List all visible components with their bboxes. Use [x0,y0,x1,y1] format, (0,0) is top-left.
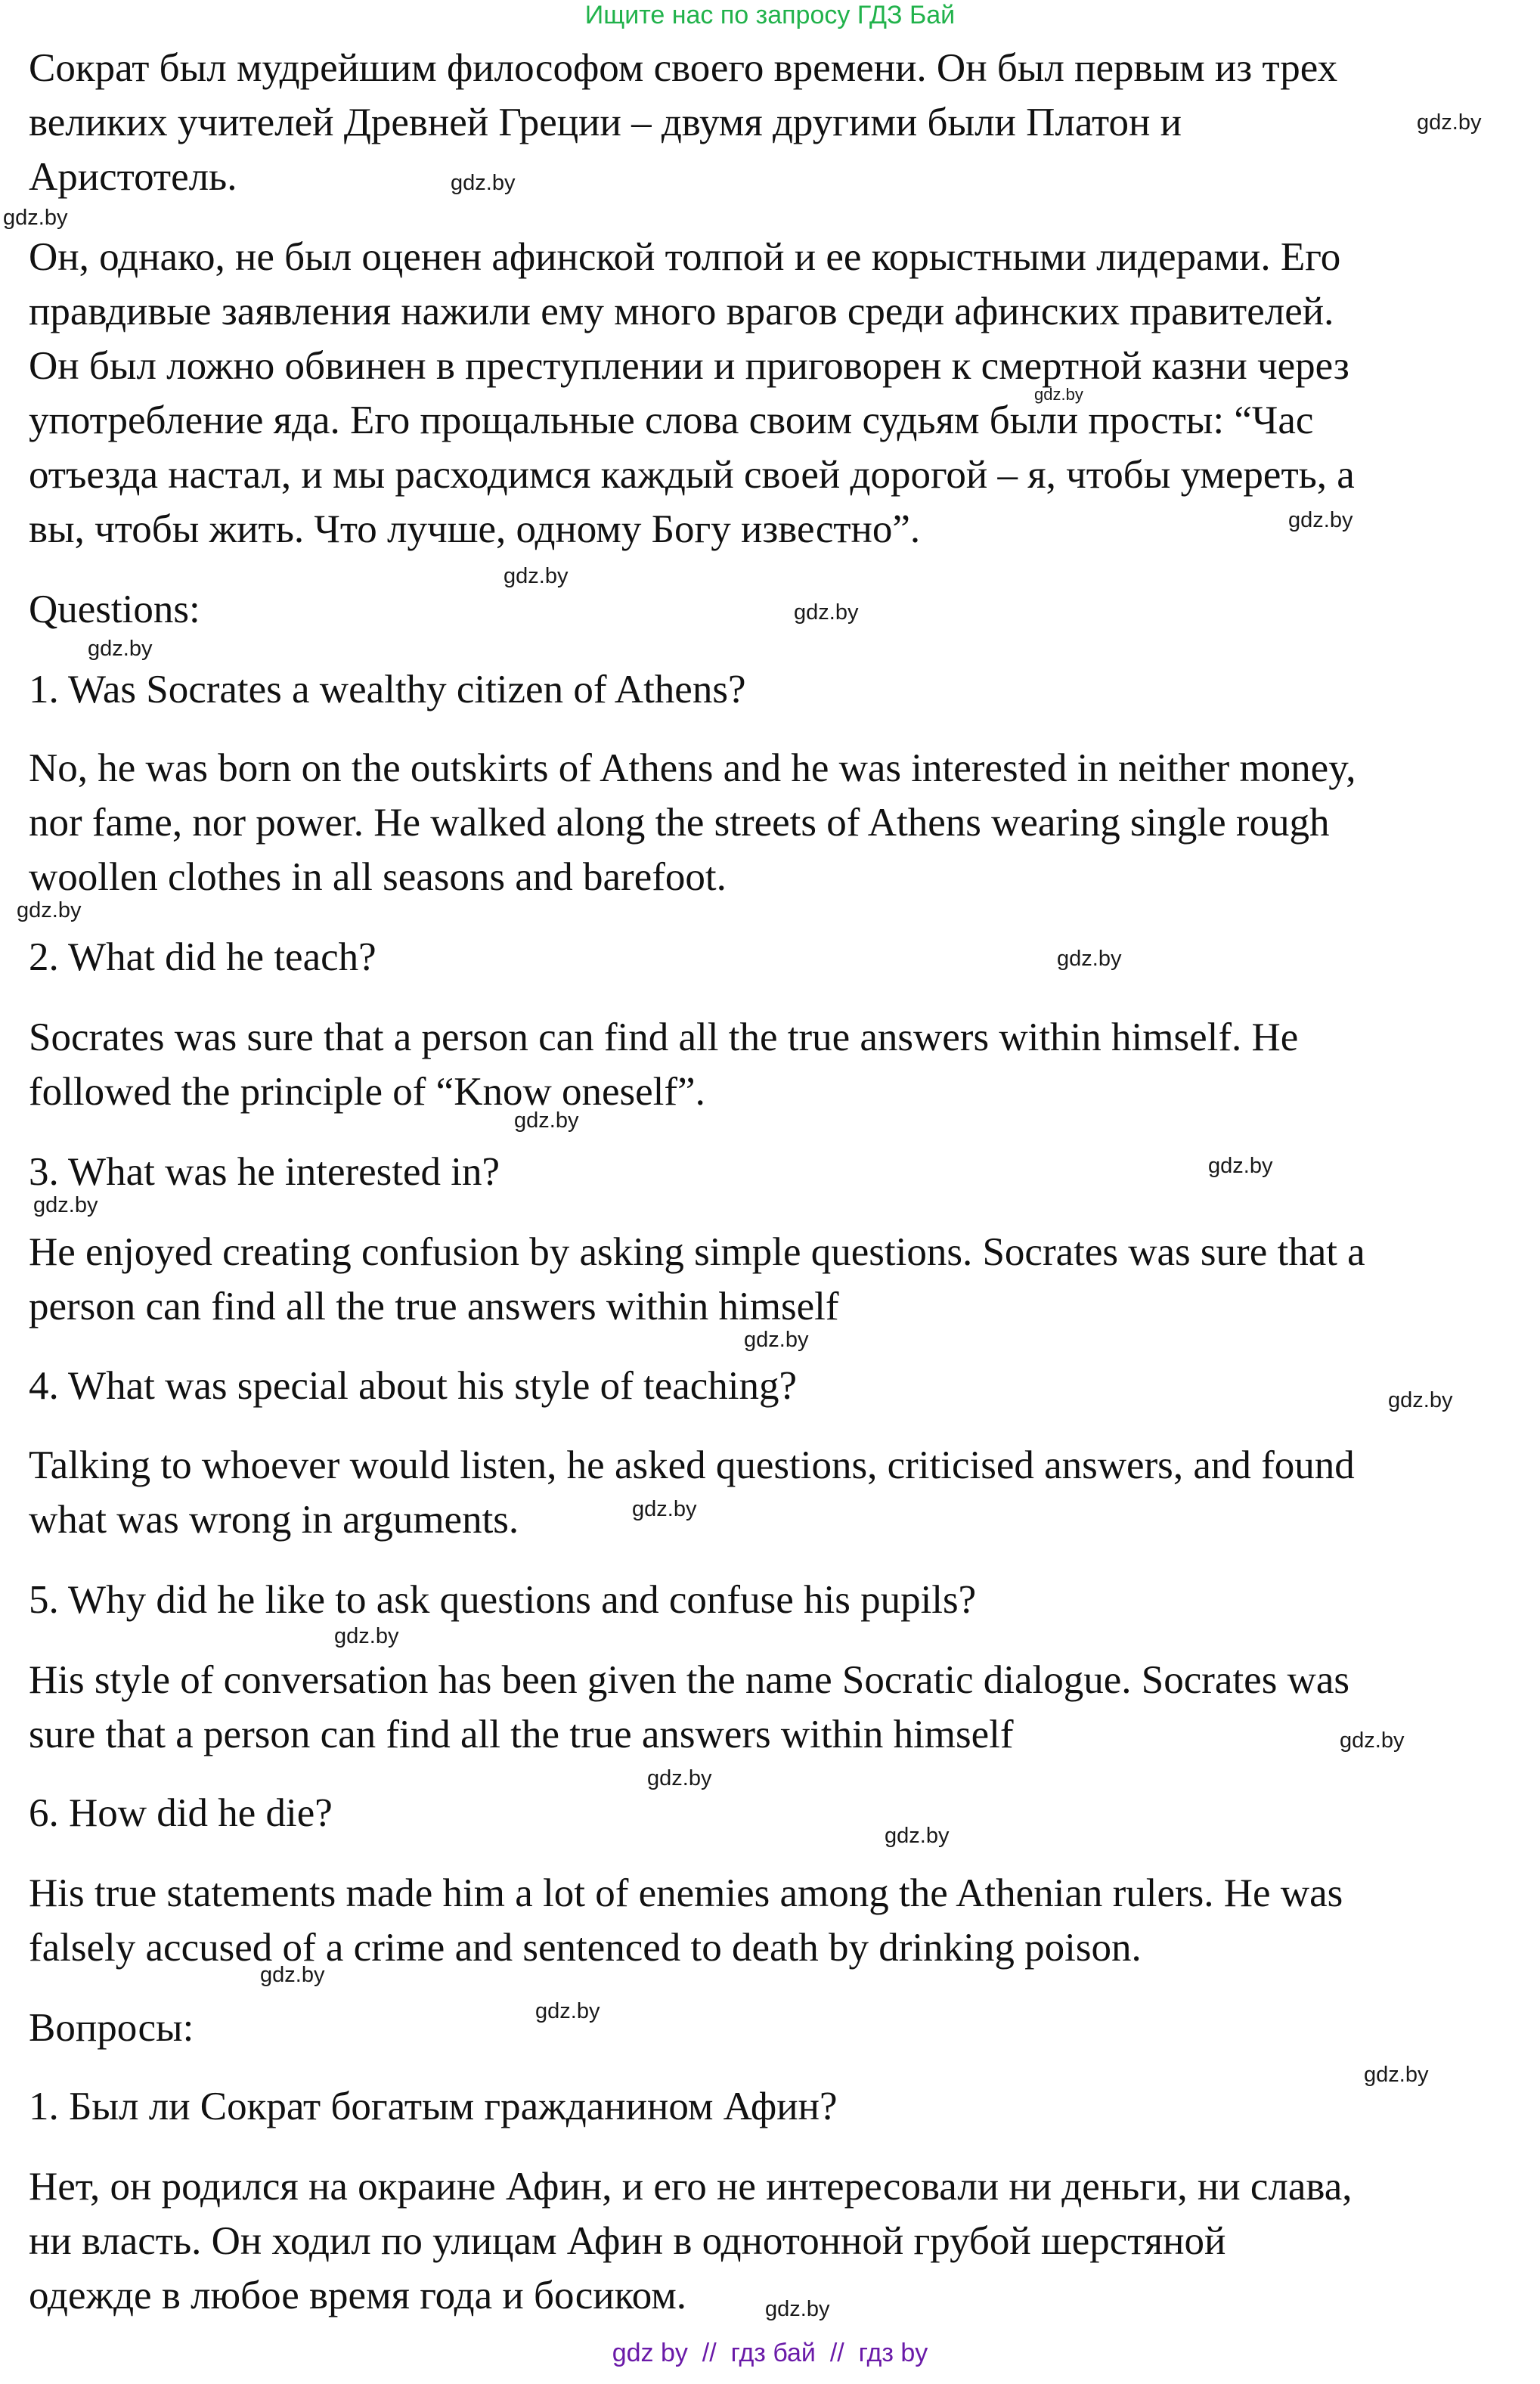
watermark: gdz.by [1208,1154,1273,1178]
watermark: gdz.by [1057,947,1122,971]
text-line: No, he was born on the outskirts of Athens and he was interested in neither money, [29,746,1356,790]
text-line: Socrates was sure that a person can find all the true answers within himself. He [29,1015,1299,1059]
footer-link-gdz-by-ru[interactable]: гдз by [858,2339,928,2367]
question-2 [29,930,1526,984]
answer-6 [29,1866,1526,1975]
watermark: gdz.by [88,637,153,661]
watermark: gdz.by [632,1497,697,1521]
text-line: отъезда настал, и мы расходимся каждый своей дорогой – я, чтобы умереть, а [29,453,1355,497]
text-line: Questions: [29,587,200,631]
answer-1 [29,741,1526,904]
question-5 [29,1573,1526,1627]
text-line: 1. Was Socrates a wealthy citizen of Athens? [29,668,746,711]
watermark: gdz.by [17,898,82,922]
watermark: gdz.by [647,1766,712,1790]
watermark: gdz.by [1388,1388,1453,1412]
watermark: gdz.by [1034,385,1083,404]
text-line: Talking to whoever would listen, he asked questions, criticised answers, and found [29,1443,1355,1487]
text-line: 2. What did he teach? [29,935,376,979]
text-line: Вопросы: [29,2006,194,2050]
text-line: woollen clothes in all seasons and barefoot. [29,855,727,899]
watermark: gdz.by [334,1624,399,1648]
header-search-link[interactable]: Ищите нас по запросу ГДЗ Бай [584,1,956,29]
watermark: gdz.by [504,564,569,588]
text-line: 4. What was special about his style of teaching? [29,1364,798,1408]
watermark: gdz.by [744,1328,809,1352]
text-line: 5. Why did he like to ask questions and confuse his pupils? [29,1578,977,1622]
questions-heading [29,582,1526,637]
text-line: вы, чтобы жить. Что лучше, одному Богу известно”. [29,507,921,551]
text-line: He enjoyed creating confusion by asking simple questions. Socrates was sure that a [29,1230,1365,1274]
answer-5 [29,1653,1526,1762]
question-6 [29,1786,1526,1840]
answer-4 [29,1438,1526,1547]
question-1 [29,662,1526,717]
voprosy-heading [29,2001,1526,2055]
watermark: gdz.by [765,2297,830,2321]
text-line: 3. What was he interested in? [29,1150,500,1194]
text-line: ни власть. Он ходил по улицам Афин в однотонной грубой шерстяной [29,2219,1226,2263]
watermark: gdz.by [3,206,68,230]
footer-links [0,2338,1540,2368]
text-line: великих учителей Древней Греции – двумя другими были Платон и [29,101,1182,144]
answer-2 [29,1010,1526,1119]
question-4 [29,1359,1526,1413]
text-line: правдивые заявления нажили ему много врагов среди афинских правителей. [29,290,1334,333]
text-line: 1. Был ли Сократ богатым гражданином Афин? [29,2085,838,2128]
text-line: followed the principle of “Know oneself”. [29,1070,705,1114]
answer-3 [29,1225,1526,1334]
text-line: Он, однако, не был оценен афинской толпой и ее корыстными лидерами. Его [29,235,1341,279]
watermark: gdz.by [514,1108,579,1133]
watermark: gdz.by [885,1824,950,1848]
watermark: gdz.by [451,171,516,195]
paragraph-intro [29,41,1526,204]
text-line: His true statements made him a lot of enemies among the Athenian rulers. He was [29,1871,1343,1915]
text-line: Сократ был мудрейшим философом своего времени. Он был первым из трех [29,46,1338,90]
watermark: gdz.by [33,1193,98,1217]
text-line: sure that a person can find all the true answers within himself [29,1713,1014,1756]
watermark: gdz.by [1364,2063,1429,2087]
text-line: одежде в любое время года и босиком. [29,2274,686,2317]
text-line: falsely accused of a crime and sentenced to death by drinking poison. [29,1926,1142,1970]
footer-separator: // [687,2339,731,2367]
footer-link-gdz-bai[interactable]: гдз бай [730,2339,816,2367]
text-line: person can find all the true answers within himself [29,1285,839,1328]
text-line: 6. How did he die? [29,1791,333,1835]
text-line: what was wrong in arguments. [29,1498,519,1542]
text-line: nor fame, nor power. He walked along the streets of Athens wearing single rough [29,801,1330,845]
watermark: gdz.by [260,1963,325,1987]
watermark: gdz.by [1288,508,1353,532]
text-line: Он был ложно обвинен в преступлении и приговорен к смертной казни через [29,344,1349,388]
question-3 [29,1145,1526,1199]
question-ru-1 [29,2079,1526,2134]
text-line: His style of conversation has been given the name Socratic dialogue. Socrates was [29,1658,1350,1702]
footer-link-gdz-by[interactable]: gdz by [612,2339,688,2367]
watermark: gdz.by [794,600,859,625]
watermark: gdz.by [1340,1728,1405,1753]
watermark: gdz.by [535,1999,600,2023]
footer-separator: // [815,2339,859,2367]
text-line: употребление яда. Его прощальные слова своим судьям были просты: “Час [29,398,1314,442]
text-line: Нет, он родился на окраине Афин, и его не интересовали ни деньги, ни слава, [29,2165,1353,2209]
text-line: Аристотель. [29,155,237,199]
watermark: gdz.by [1417,110,1482,135]
